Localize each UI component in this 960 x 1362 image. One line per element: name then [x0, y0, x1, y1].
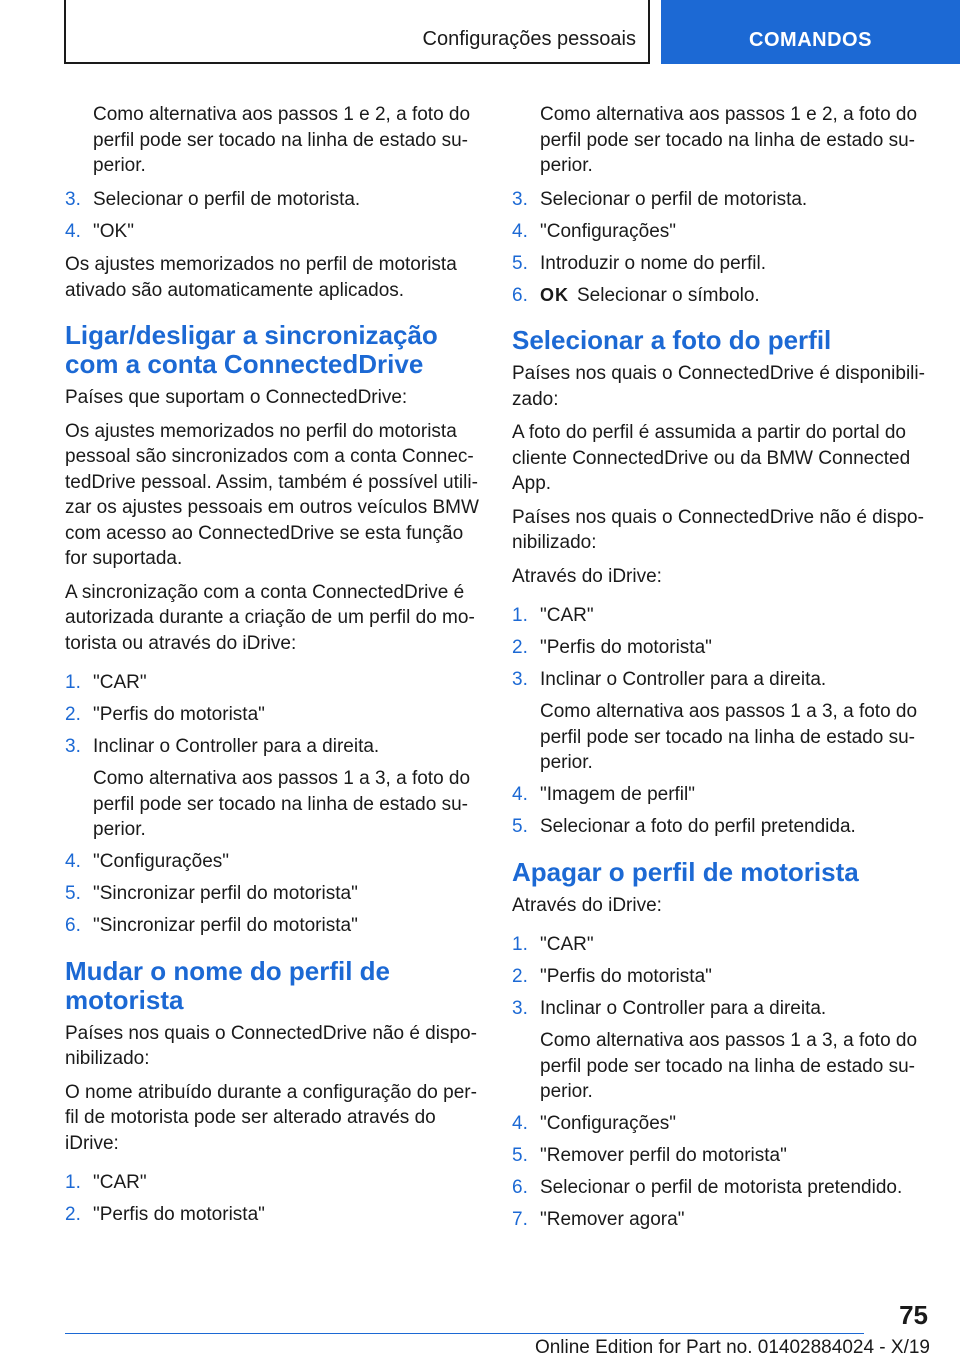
step-text: "CAR": [540, 605, 594, 626]
step-number: 3.: [512, 669, 528, 690]
step-text: "Configurações": [93, 851, 230, 872]
list-item: [512, 1143, 932, 1169]
step-number: 4.: [65, 220, 81, 242]
step-text: Inclinar o Controller para a direita.: [540, 669, 827, 690]
list-item: [65, 187, 480, 213]
step-number: 4.: [65, 851, 81, 872]
step-number: 2.: [512, 966, 528, 987]
list-item: [65, 881, 480, 907]
step-number: 3.: [512, 188, 528, 210]
step-text: "Perfis do motorista": [93, 1204, 265, 1225]
ok-icon: OK: [540, 284, 569, 305]
intro-steps-list: [512, 187, 932, 309]
list-item: [65, 1170, 480, 1196]
list-item: [65, 734, 480, 760]
step-number: 1.: [512, 934, 528, 955]
step-text: "Remover agora": [540, 1209, 685, 1230]
list-item: [512, 219, 932, 245]
list-item: [512, 251, 932, 277]
step-number: 2.: [512, 637, 528, 658]
step-number: 5.: [65, 883, 81, 904]
paragraph: O nome atribuído durante a configuração do perfil de motorista pode ser alterado através do iDrive:: [65, 1081, 477, 1154]
step-text: Inclinar o Controller para a direita.: [93, 736, 380, 757]
step-number: 7.: [512, 1209, 528, 1230]
list-item: [65, 219, 480, 245]
list-item: [65, 670, 480, 696]
step-number: 5.: [512, 816, 528, 837]
right-column: [512, 102, 932, 1241]
step-text: "Remover perfil do motorista": [540, 1145, 787, 1166]
step-text: "Perfis do motorista": [540, 637, 712, 658]
intro-steps-list: [65, 187, 480, 245]
list-item: [512, 603, 932, 629]
page-number: 75: [899, 1300, 928, 1330]
list-item: [512, 667, 932, 693]
list-item: [512, 187, 932, 213]
step-text: "Perfis do motorista": [540, 966, 712, 987]
step-number: 5.: [512, 252, 528, 274]
section-heading-sync: Ligar/desligar a sincronização com a conta ConnectedDrive: [65, 320, 438, 379]
section-heading-rename: Mudar o nome do perfil de motorista: [65, 955, 391, 1015]
step-text: "CAR": [540, 934, 594, 955]
paragraph: A foto do perfil é assumida a partir do portal do cliente ConnectedDrive ou da BMW Connected App.: [512, 422, 911, 494]
step-text-label: Selecionar o símbolo.: [577, 284, 760, 306]
list-item: [512, 932, 932, 958]
step-text: "Sincronizar perfil do motorista": [93, 915, 358, 936]
step-text: Selecionar a foto do perfil pretendida.: [540, 816, 856, 837]
step-text: Introduzir o nome do perfil.: [540, 252, 767, 274]
footer-divider: [65, 1333, 864, 1334]
list-item: [512, 782, 932, 808]
photo-steps-list: [512, 603, 932, 840]
step-number: 1.: [65, 672, 81, 693]
list-item: [512, 964, 932, 990]
list-item: [512, 1111, 932, 1137]
list-item: [512, 996, 932, 1022]
step-text: "Perfis do motorista": [93, 704, 265, 725]
step-number: 1.: [65, 1172, 81, 1193]
step-number: 6.: [512, 1177, 528, 1198]
page-header: [64, 0, 960, 66]
step-number: 3.: [512, 998, 528, 1019]
step-note: Como alternativa aos passos 1 a 3, a foto do perfil pode ser tocado na linha de estado superior.: [93, 768, 471, 840]
intro-note: Como alternativa aos passos 1 e 2, a foto do perfil pode ser tocado na linha de estado superior.: [93, 104, 471, 176]
step-text: "Sincronizar perfil do motorista": [93, 883, 358, 904]
step-number: 1.: [512, 605, 528, 626]
section-heading-photo: Selecionar a foto do perfil: [512, 325, 832, 355]
left-column: [65, 102, 480, 1236]
intro-result: Os ajustes memorizados no perfil de motorista ativado são automaticamente aplicados.: [65, 254, 457, 301]
list-item: [512, 1207, 932, 1233]
step-number: 6.: [512, 284, 528, 306]
list-item: [65, 849, 480, 875]
step-note: Como alternativa aos passos 1 a 3, a foto do perfil pode ser tocado na linha de estado superior.: [540, 1030, 918, 1102]
paragraph: Os ajustes memorizados no perfil do motorista pessoal são sincronizados com a conta ConnectedDrive pessoal. Assim, também é possível utilizar os ajustes pessoais em outros veículos BMW com acesso ao ConnectedDrive se esta função for suportada.: [65, 420, 479, 569]
step-number: 3.: [65, 736, 81, 757]
step-text: "Configurações": [540, 220, 677, 242]
step-number: 6.: [65, 915, 81, 936]
step-text: [540, 283, 932, 309]
delete-steps-list: [512, 932, 932, 1233]
list-item: [65, 702, 480, 728]
paragraph: Países nos quais o ConnectedDrive não é disponibilizado:: [512, 506, 924, 553]
step-number: 4.: [512, 220, 528, 242]
step-number: 2.: [65, 1204, 81, 1225]
step-number: 4.: [512, 784, 528, 805]
step-text: Inclinar o Controller para a direita.: [540, 998, 827, 1019]
step-number: 5.: [512, 1145, 528, 1166]
step-text: "Configurações": [540, 1113, 677, 1134]
header-section-box: [64, 0, 650, 64]
list-item: [512, 635, 932, 661]
header-section-title: Configurações pessoais: [422, 28, 636, 50]
paragraph: Países que suportam o ConnectedDrive:: [65, 387, 408, 408]
step-number: 4.: [512, 1113, 528, 1134]
step-text: "Imagem de perfil": [540, 784, 695, 805]
step-text: Selecionar o perfil de motorista pretendido.: [540, 1177, 903, 1198]
step-text: "CAR": [93, 672, 147, 693]
paragraph: Países nos quais o ConnectedDrive não é disponibilizado:: [65, 1022, 477, 1069]
list-item: [512, 1175, 932, 1201]
step-text: Selecionar o perfil de motorista.: [540, 188, 808, 210]
list-item: [512, 814, 932, 840]
footer-edition: Online Edition for Part no. 01402884024 - X/19: [534, 1337, 930, 1358]
step-text: Selecionar o perfil de motorista.: [93, 188, 361, 210]
section-heading-delete: Apagar o perfil de motorista: [512, 856, 859, 887]
step-text: "CAR": [93, 1172, 147, 1193]
paragraph: Países nos quais o ConnectedDrive é disponibilizado:: [512, 363, 925, 410]
list-item: [512, 283, 932, 309]
list-item: [65, 913, 480, 939]
paragraph: Através do iDrive:: [512, 565, 662, 587]
header-chapter-tab: COMANDOS: [661, 0, 960, 64]
intro-note: Como alternativa aos passos 1 e 2, a foto do perfil pode ser tocado na linha de estado superior.: [540, 104, 918, 176]
list-item: [65, 1202, 480, 1228]
paragraph: Através do iDrive:: [512, 894, 662, 916]
rename-steps-list: [65, 1170, 480, 1228]
sync-steps-list: [65, 670, 480, 939]
step-note: Como alternativa aos passos 1 a 3, a foto do perfil pode ser tocado na linha de estado superior.: [540, 701, 918, 773]
step-number: 3.: [65, 188, 81, 210]
paragraph: A sincronização com a conta ConnectedDrive é autorizada durante a criação de um perfil do motorista ou através do iDrive:: [65, 581, 475, 654]
step-text: "OK": [93, 220, 134, 242]
step-number: 2.: [65, 704, 81, 725]
